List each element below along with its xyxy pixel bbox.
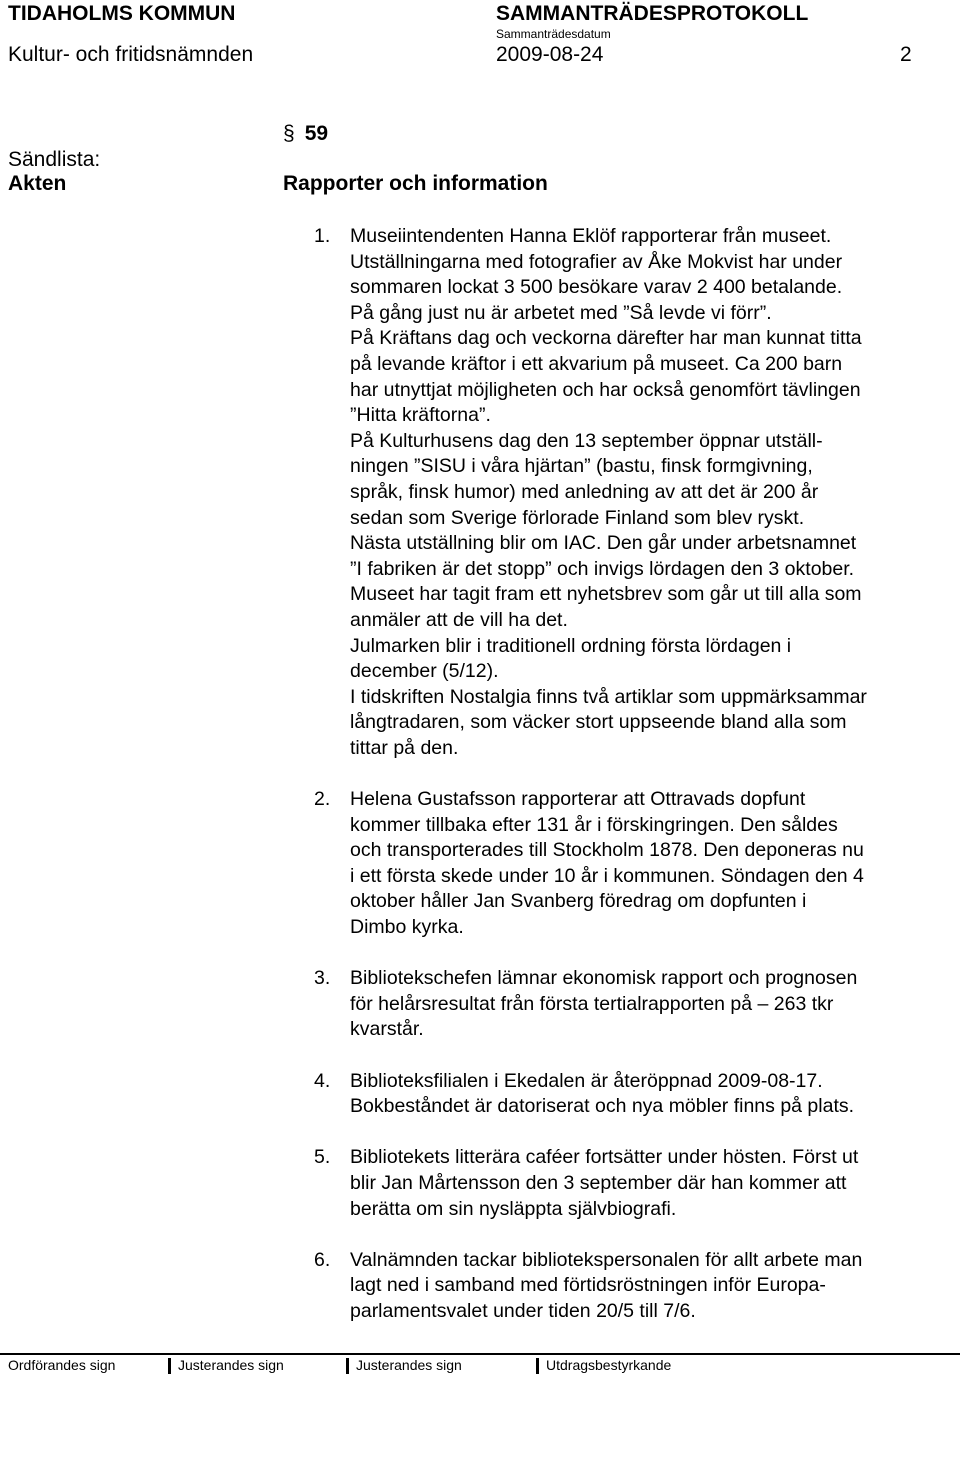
adjuster-sign-label-2: Justerandes sign <box>356 1357 462 1373</box>
list-item-line: tittar på den. <box>350 736 459 759</box>
section-number-value: 59 <box>304 122 329 145</box>
document-type: SAMMANTRÄDESPROTOKOLL <box>496 2 809 25</box>
list-item-line: anmäler att de vill ha det. <box>350 608 568 631</box>
list-item-line: december (5/12). <box>350 660 499 683</box>
list-item-number: 1. <box>314 225 331 247</box>
list-item-line: har utnyttjat möjligheten och har också genomfört tävlingen <box>350 378 861 401</box>
list-item-line: språk, finsk humor) med anledning av att det är 200 år <box>350 480 819 503</box>
list-item-line: berätta om sin nysläppta självbiografi. <box>350 1197 677 1220</box>
list-item-line: Helena Gustafsson rapporterar att Ottravads dopfunt <box>350 788 806 811</box>
list-item-line: På Kulturhusens dag den 13 september öppnar utställ- <box>350 429 823 452</box>
chair-sign-label: Ordförandes sign <box>8 1357 116 1373</box>
list-item-line: Bibliotekets litterära caféer fortsätter under hösten. Först ut <box>350 1146 859 1169</box>
list-item-line: för helårsresultat från första tertialrapporten på – 263 tkr <box>350 992 834 1015</box>
section-mark: § <box>283 122 295 145</box>
list-item-line: långtradaren, som väcker stort uppseende bland alla som <box>350 711 847 734</box>
list-item-line: kvarstår. <box>350 1018 424 1041</box>
list-item-line: oktober håller Jan Svanberg föredrag om dopfunten i <box>350 890 807 913</box>
list-item <box>314 1248 944 1325</box>
footer-divider <box>346 1358 349 1374</box>
list-item-line: och transporterades till Stockholm 1878. Den deponeras nu <box>350 839 864 862</box>
list-item-line: I tidskriften Nostalgia finns två artiklar som uppmärksammar <box>350 685 867 708</box>
footer-rule <box>0 1353 960 1355</box>
list-item <box>314 787 944 941</box>
list-item-number: 2. <box>314 788 331 811</box>
distribution-recipient: Akten <box>8 172 67 195</box>
list-item-line: Valnämnden tackar bibliotekspersonalen för allt arbete man <box>350 1248 863 1271</box>
date-caption: Sammanträdesdatum <box>496 27 611 41</box>
list-item-line: Bokbeståndet är datoriserat och nya möbler finns på plats. <box>350 1095 855 1118</box>
list-item <box>314 1069 944 1120</box>
list-item <box>314 966 944 1043</box>
adjuster-sign-label-1: Justerandes sign <box>178 1357 284 1373</box>
organization-name: TIDAHOLMS KOMMUN <box>8 2 236 25</box>
list-item-number: 6. <box>314 1248 331 1271</box>
list-item-number: 5. <box>314 1146 331 1169</box>
list-item-line: Nästa utställning blir om IAC. Den går under arbetsnamnet <box>350 532 857 555</box>
list-item-line: i ett första skede under 10 år i kommunen. Söndagen den 4 <box>350 864 864 887</box>
extract-cert-label: Utdragsbestyrkande <box>546 1357 672 1373</box>
list-item-line: ningen ”SISU i våra hjärtan” (bastu, finsk formgivning, <box>350 455 813 478</box>
list-item-line: på levande kräftor i ett akvarium på museet. Ca 200 barn <box>350 352 843 375</box>
board-name: Kultur- och fritidsnämnden <box>8 43 254 66</box>
list-item-line: ”Hitta kräftorna”. <box>350 404 491 427</box>
list-item-line: Museet har tagit fram ett nyhetsbrev som går ut till alla som <box>350 583 862 606</box>
list-item-line: lagt ned i samband med förtidsröstningen inför Europa- <box>350 1274 826 1297</box>
section-title: Rapporter och information <box>283 172 548 195</box>
list-item-number: 4. <box>314 1069 331 1092</box>
list-item-line: På Kräftans dag och veckorna därefter har man kunnat titta <box>350 327 862 350</box>
list-item-line: Julmarken blir i traditionell ordning första lördagen i <box>350 634 792 657</box>
list-item-line: kommer tillbaka efter 131 år i förskingringen. Den såldes <box>350 813 838 836</box>
meeting-date: 2009-08-24 <box>496 43 604 66</box>
report-list <box>314 224 944 1350</box>
list-item-line: sedan som Sverige förlorade Finland som blev ryskt. <box>350 506 805 529</box>
list-item-line: Dimbo kyrka. <box>350 916 464 939</box>
list-item-line: parlamentsvalet under tiden 20/5 till 7/6. <box>350 1299 696 1322</box>
list-item <box>314 1145 944 1222</box>
footer-divider <box>168 1358 171 1374</box>
list-item <box>314 224 944 761</box>
footer-divider <box>536 1358 539 1374</box>
list-item-line: Biblioteksfilialen i Ekedalen är återöppnad 2009-08-17. <box>350 1069 823 1092</box>
list-item-line: På gång just nu är arbetet med ”Så levde vi förr”. <box>350 301 772 324</box>
list-item-line: ”I fabriken är det stopp” och invigs lördagen den 3 oktober. <box>350 557 855 580</box>
list-item-line: sommaren lockat 3 500 besökare varav 2 400 betalande. <box>350 276 843 299</box>
list-item-line: blir Jan Mårtensson den 3 september där han kommer att <box>350 1171 847 1194</box>
distribution-label: Sändlista: <box>8 148 101 171</box>
list-item-line: Bibliotekschefen lämnar ekonomisk rapport och prognosen <box>350 967 858 990</box>
list-item-number: 3. <box>314 967 331 990</box>
page-number: 2 <box>900 43 912 66</box>
list-item-line: Museiintendenten Hanna Eklöf rapporterar från museet. <box>350 225 832 247</box>
list-item-line: Utställningarna med fotografier av Åke Mokvist har under <box>350 250 843 273</box>
section-number <box>283 122 328 146</box>
